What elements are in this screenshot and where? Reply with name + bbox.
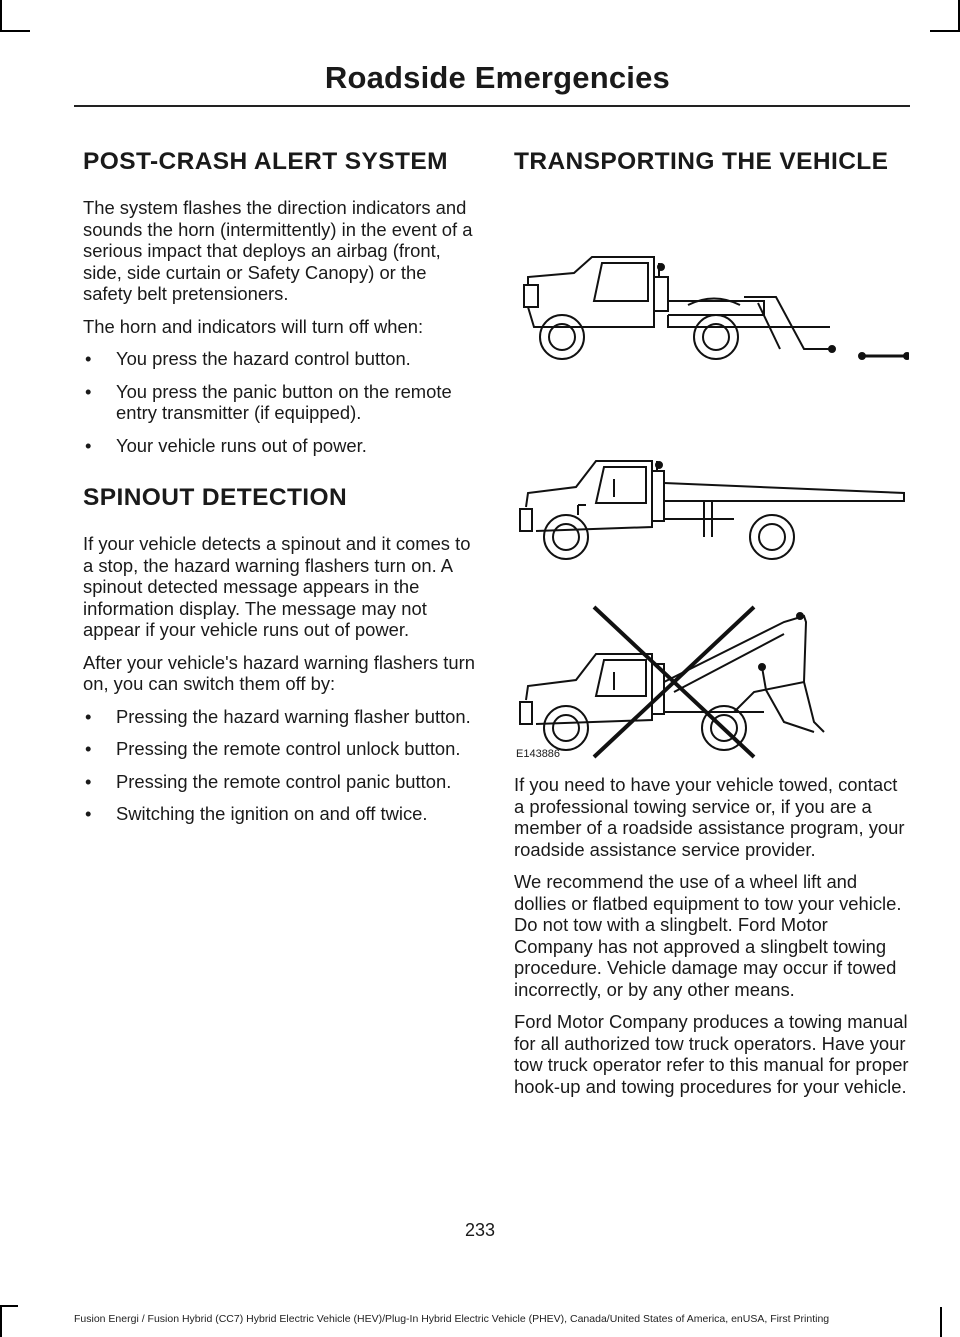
wheel-lift-truck-icon bbox=[524, 257, 909, 359]
spinout-detection-heading: SPINOUT DETECTION bbox=[83, 484, 348, 511]
list-item: • Your vehicle runs out of power. bbox=[85, 434, 367, 456]
bullet: • bbox=[85, 380, 92, 402]
post-crash-alert-paragraph: The system flashes the direction indicators and sounds the horn (intermittently) in the event of a serious impact that deploys an airbag (front, side, side curtain or Safety Canopy) or the safety belt pretensioners. bbox=[83, 197, 473, 304]
post-crash-alert-list bbox=[83, 348, 480, 456]
bullet: • bbox=[85, 434, 92, 456]
spinout-detection-paragraph: After your vehicle's hazard warning flashers turn on, you can switch them off by: bbox=[83, 651, 475, 694]
list-item: • Pressing the remote control panic button. bbox=[85, 770, 452, 792]
figure-code: E143886 bbox=[516, 748, 561, 760]
flatbed-truck-icon bbox=[520, 461, 904, 559]
bullet: • bbox=[85, 770, 92, 792]
page-header-title: Roadside Emergencies bbox=[324, 60, 670, 95]
crop-mark bbox=[0, 0, 2, 30]
transporting-heading: TRANSPORTING THE VEHICLE bbox=[514, 148, 889, 175]
page-number: 233 bbox=[464, 1220, 496, 1240]
towing-methods-figure bbox=[514, 197, 909, 762]
list-item: • Pressing the hazard warning flasher button. bbox=[85, 705, 471, 727]
bullet: • bbox=[85, 803, 92, 824]
towing-paragraph: We recommend the use of a wheel lift and dollies or flatbed equipment to tow your vehicle. Do not tow with a slingbelt. Ford Motor Company has not approved a slingbelt towing procedure. Vehicle damage may occur if towed incorrectly, or by any other means. bbox=[514, 871, 902, 1000]
bullet: • bbox=[85, 705, 92, 727]
crop-mark bbox=[0, 1305, 18, 1307]
crop-mark bbox=[930, 30, 960, 32]
right-column bbox=[514, 145, 909, 1108]
towing-illustration bbox=[514, 197, 909, 762]
towing-paragraph: If you need to have your vehicle towed, contact a professional towing service or, if you are a member of a roadside assistance program, your roadside assistance service provider. bbox=[514, 774, 905, 860]
towing-paragraph: Ford Motor Company produces a towing manual for all authorized tow truck operators. Have your tow truck operator refer to this manual for proper hook-up and towing procedures for your vehicle. bbox=[514, 1011, 909, 1097]
header-divider bbox=[74, 105, 910, 107]
crop-mark bbox=[0, 30, 30, 32]
crop-mark bbox=[940, 1307, 942, 1337]
spinout-detection-list bbox=[83, 706, 480, 825]
list-item: • You press the hazard control button. bbox=[85, 348, 411, 369]
post-crash-alert-heading: POST-CRASH ALERT SYSTEM bbox=[83, 148, 448, 175]
bullet: • bbox=[85, 348, 92, 369]
list-item: • You press the panic button on the remote entry transmitter (if equipped). bbox=[85, 380, 452, 423]
left-column bbox=[83, 145, 480, 836]
post-crash-alert-paragraph: The horn and indicators will turn off when: bbox=[83, 315, 424, 337]
crop-mark bbox=[0, 1307, 2, 1337]
spinout-detection-paragraph: If your vehicle detects a spinout and it comes to a stop, the hazard warning flashers turn on. A spinout detected message appears in the information display. The message may not appear if your vehicle runs out of power. bbox=[83, 533, 471, 640]
list-item: • Switching the ignition on and off twice. bbox=[85, 803, 428, 824]
bullet: • bbox=[85, 738, 92, 759]
page-footer: Fusion Energi / Fusion Hybrid (CC7) Hybrid Electric Vehicle (HEV)/Plug-In Hybrid Electric Vehicle (PHEV), Canada/United States of America, enUSA, First Printing bbox=[74, 1313, 830, 1325]
list-item: • Pressing the remote control unlock button. bbox=[85, 738, 461, 759]
cross-out-icon bbox=[594, 607, 754, 757]
